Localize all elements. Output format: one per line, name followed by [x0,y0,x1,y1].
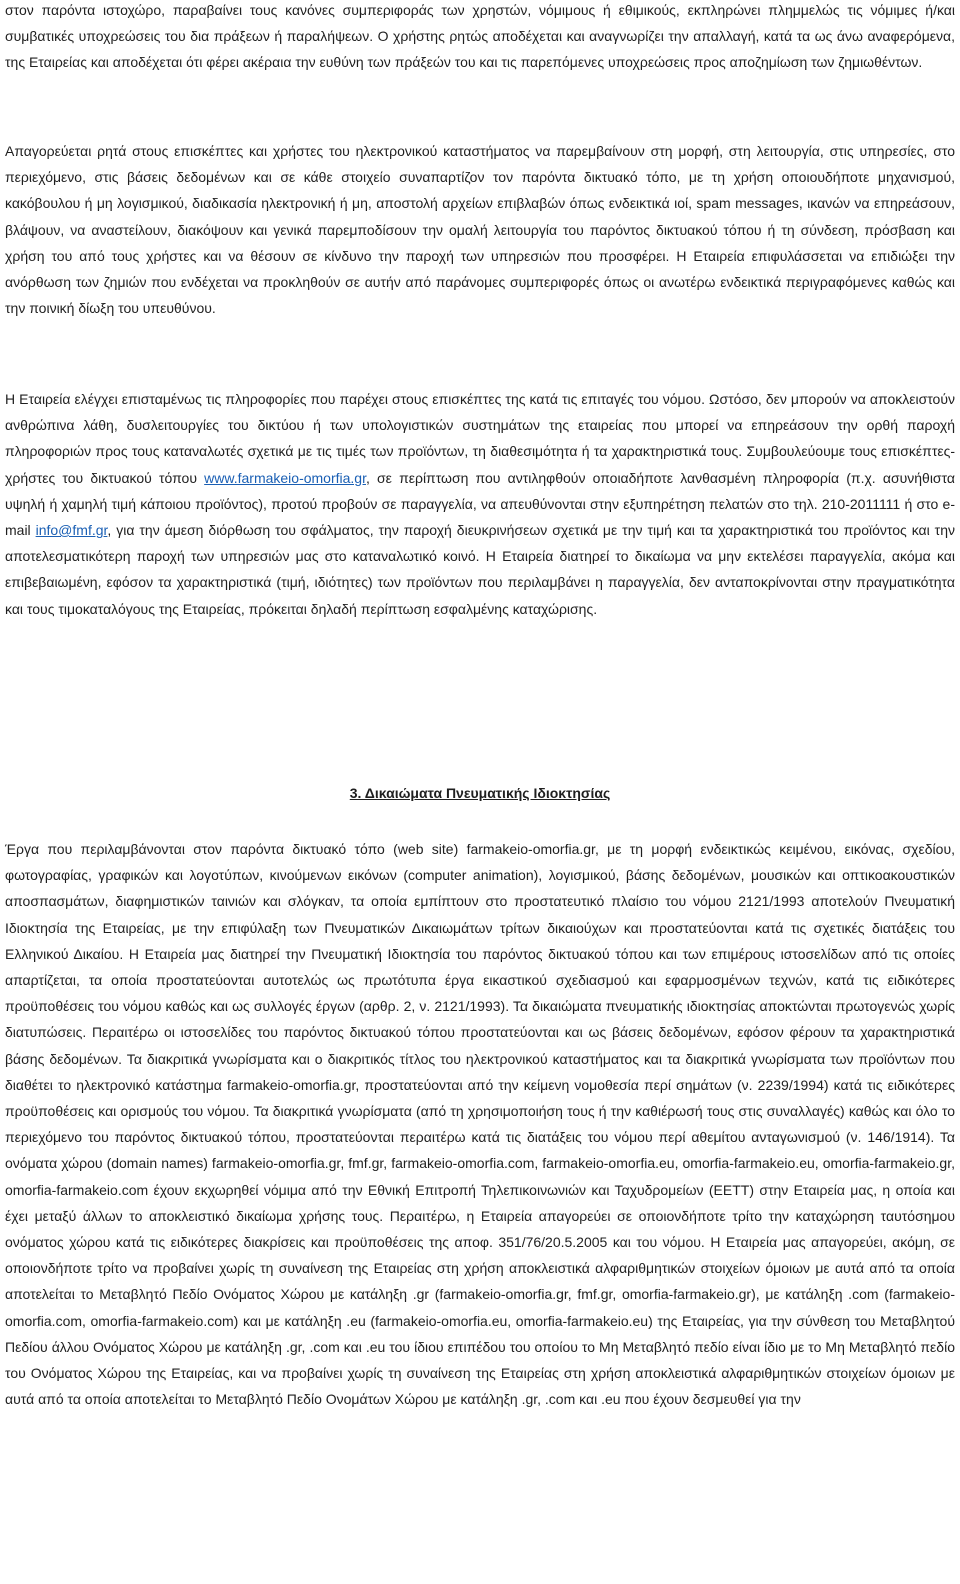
paragraph-intellectual-property: Έργα που περιλαμβάνονται στον παρόντα δικτυακό τόπο (web site) farmakeio-omorfia.gr, με τη μορφή ενδεικτικώς κειμένου, εικόνας, σχεδίου, φωτογραφίας, γραφικών και λογοτύπων, κινούμενων εικόνων (computer animation), λογισμικού, βάσης δεδομένων, μουσικών και οπτικοακουστικών αποσπασμάτων, διαφημιστικών ταινιών και σλόγκαν, τα οποία εμπίπτουν στο προστατευτικό πλαίσιο του νόμου 2121/1993 αποτελούν Πνευματική Ιδιοκτησία της Εταιρείας, με την επιφύλαξη των Πνευματικών Δικαιωμάτων τρίτων δικαιούχων και προστατεύονται κατά τις σχετικές διατάξεις του Ελληνικού Δικαίου. Η Εταιρεία μας διατηρεί την Πνευματική Ιδιοκτησία του παρόντος δικτυακού τόπου και των επιμέρους ιστοσελίδων από τις οποίες απαρτίζεται, τα οποία προστατεύονται αυτοτελώς ως πρωτότυπα έργα εικαστικού σχεδιασμού και εφαρμοσμένων τεχνών, κατά τις ειδικότερες προϋποθέσεις του νόμου καθώς και ως συλλογές έργων (αρθρ. 2, ν. 2121/1993). Τα δικαιώματα πνευματικής ιδιοκτησίας αποκτώνται πρωτογενώς χωρίς διατυπώσεις. Περαιτέρω οι ιστοσελίδες του παρόντος δικτυακού τόπου προστατεύονται και ως βάσεις δεδομένων, εφόσον φέρουν τα χαρακτηριστικά βάσης δεδομένων. Τα διακριτικά γνωρίσματα και ο διακριτικός τίτλος του ηλεκτρονικού καταστήματος και τα διακριτικά γνωρίσματα των προϊόντων που διαθέτει το ηλεκτρονικό κατάστημα farmakeio-omorfia.gr, προστατεύονται από την κείμενη νομοθεσία περί σημάτων (ν. 2239/1994) κατά τις ειδικότερες προϋποθέσεις και ορισμούς του νόμου. Τα διακριτικά γνωρίσματα (από τη χρησιμοποιήση τους ή την καθιέρωσή τους στις συναλλαγές) καθώς και όλο το περιεχόμενο του παρόντος δικτυακού τόπου, προστατεύονται περαιτέρω κατά τις διατάξεις του νόμου περί αθεμίτου ανταγωνισμού (ν. 146/1914). Τα ονόματα χώρου (domain names) farmakeio-omorfia.gr, fmf.gr, farmakeio-omorfia.com, farmakeio-omorfia.eu, omorfia-farmakeio.eu, omorfia-farmakeio.gr, omorfia-farmakeio.com έχουν εκχωρηθεί νόμιμα από την Εθνική Επιτροπή Τηλεπικοινωνιών και Ταχυδρομείων (ΕΕΤΤ) στην Εταιρεία μας, η οποία και έχει μεταξύ άλλων το αποκλειστικό δικαίωμα χρήσης τους. Περαιτέρω, η Εταιρεία απαγορεύει σε οποιονδήποτε τρίτο την καταχώρηση ταυτόσημου ονόματος χώρου κατά τις ειδικότερες διακρίσεις και προϋποθέσεις της αποφ. 351/76/20.5.2005 και του νόμου. Η Εταιρεία μας απαγορεύει, ακόμη, σε οποιονδήποτε τρίτο να προβαίνει χωρίς τη συναίνεση της Εταιρείας στη χρήση αποκλειστικά αλφαριθμητικών στοιχείων όμοιων με αυτά από τα οποία αποτελείται το Μεταβλητό Πεδίο Ονόματος Χώρου με κατάληξη .gr (farmakeio-omorfia.gr, fmf.gr, omorfia-farmakeio.gr), με κατάληξη .com (farmakeio-omorfia.com, omorfia-farmakeio.com) και με κατάληξη .eu (farmakeio-omorfia.eu, omorfia-farmakeio.eu) της Εταιρείας, για την σύνθεση του Μεταβλητού Πεδίου άλλου Ονόματος Χώρου με κατάληξη .gr, .com και .eu του ίδιου επιπέδου του οποίου το Μη Μεταβλητό πεδίο είναι ίδιο με το Μη Μεταβλητό πεδίο του Ονόματος Χώρου της Εταιρείας, και να προβαίνει χωρίς τη συναίνεση της Εταιρείας στη χρήση αποκλειστικά αλφαριθμητικών στοιχείων όμοιων με αυτά από τα οποία αποτελείται το Μεταβλητό Πεδίο Ονομάτων Χώρου με κατάληξη .gr, .com και .eu που έχουν δεσμευθεί για την [5,841,955,1408]
section-heading: 3. Δικαιώματα Πνευματικής Ιδιοκτησίας [349,785,611,801]
email-link[interactable]: info@fmf.gr [35,522,108,539]
paragraph-text-part: , για την άμεση διόρθωση του σφάλματος, την παροχή διευκρινήσεων σχετικά με την τιμή και τα χαρακτηριστικά του προϊόντος και την αποτελεσματικότερη παροχή των υπηρεσιών μας στο καταναλωτικό κοινό. Η Εταιρεία διατηρεί το δικαίωμα να μην εκτελέσει παραγγελία, ακόμα και επιβεβαιωμένη, εφόσον τα χαρακτηριστικά (τιμή, ιδιότητες) των προϊόντων που περιλαμβάνει η παραγγελία, δεν ανταποκρίνονται στην πραγματικότητα και τους τιμοκαταλόγους της Εταιρείας, πρόκειται δηλαδή περίπτωση εσφαλμένης καταχώρισης. [5,522,955,617]
paragraph-information-accuracy [5,386,955,622]
paragraph-text-part: Η Εταιρεία ελέγχει επισταμένως τις πληροφορίες που παρέχει στους επισκέπτες της κατά τις επιταγές του νόμου. Ωστόσο, δεν μπορούν να αποκλειστούν ανθρώπινα λάθη, δυσλειτουργίες του δικτύου ή των υπολογιστικών συστημάτων της εταιρείας που μπορεί να επηρεάσουν την ορθή παροχή πληροφοριών προς τους καταναλωτές σχετικά με τις τιμές των προϊόντων, τη διαθεσιμότητα ή τα χαρακτηριστικά τους. Συμβουλεύουμε τους επισκέπτες-χρήστες του δικτυακού τόπου [5,391,955,486]
paragraph-liability: στον παρόντα ιστοχώρο, παραβαίνει τους κανόνες συμπεριφοράς των χρηστών, νόμιμους ή εθιμικούς, εκπληρώνει πλημμελώς τις νόμιμες ή/και συμβατικές υποχρεώσεις του δια πράξεων ή παραλήψεων. Ο χρήστης ρητώς αποδέχεται και αναγνωρίζει την απαλλαγή, κατά τα ως άνω αναφερόμενα, της Εταιρείας και αποδέχεται ότι φέρει ακέραια την ευθύνη των πράξεών του και τις παρεπόμενες υποχρεώσεις προς αποζημίωση των ζημιωθέντων. [5,2,955,71]
website-link[interactable]: www.farmakeio-omorfia.gr [204,469,366,486]
paragraph-interference-prohibition: Απαγορεύεται ρητά στους επισκέπτες και χρήστες του ηλεκτρονικού καταστήματος να παρεμβαίνουν στη μορφή, στη λειτουργία, στις υπηρεσίες, στο περιεχόμενο, στις βάσεις δεδομένων και σε κάθε στοιχείο συναπαρτίζον τον παρόντα δικτυακό τόπο, με τη χρήση οποιουδήποτε μηχανισμού, κακόβουλου ή μη λογισμικού, διαδικασία ηλεκτρονική ή μη, αποστολή αρχείων επιβλαβών όπως ενδεικτικά ιοί, spam messages, ικανών να επηρεάσουν, βλάψουν, να αναστείλουν, διακόψουν και γενικά παρεμποδίσουν την ομαλή λειτουργία του παρόντος δικτυακού τόπου ή τη σύνδεση, πρόσβαση και χρήση του από τους χρήστες και να θέσουν σε κίνδυνο την παροχή των υπηρεσιών που προσφέρει. Η Εταιρεία επιφυλάσσεται να επιδιώξει την ανόρθωση των ζημιών που ενδέχεται να προκληθούν σε αυτήν από παράνομες συμπεριφορές όπως οι ανωτέρω ενδεικτικά περιγραφόμενες καθώς και την ποινική δίωξη του υπευθύνου. [5,143,955,317]
paragraph-text-part: , σε περίπτωση που αντιληφθούν οποιαδήποτε λανθασμένη πληροφορία (π.χ. ασυνήθιστα υψηλή ή χαμηλή τιμή κάποιου προϊόντος), προτού προβούν σε παραγγελία, να απευθύνονται στην εξυπηρέτηση πελατών στο τηλ. 210-2011111 ή στο e-mail [5,469,955,539]
